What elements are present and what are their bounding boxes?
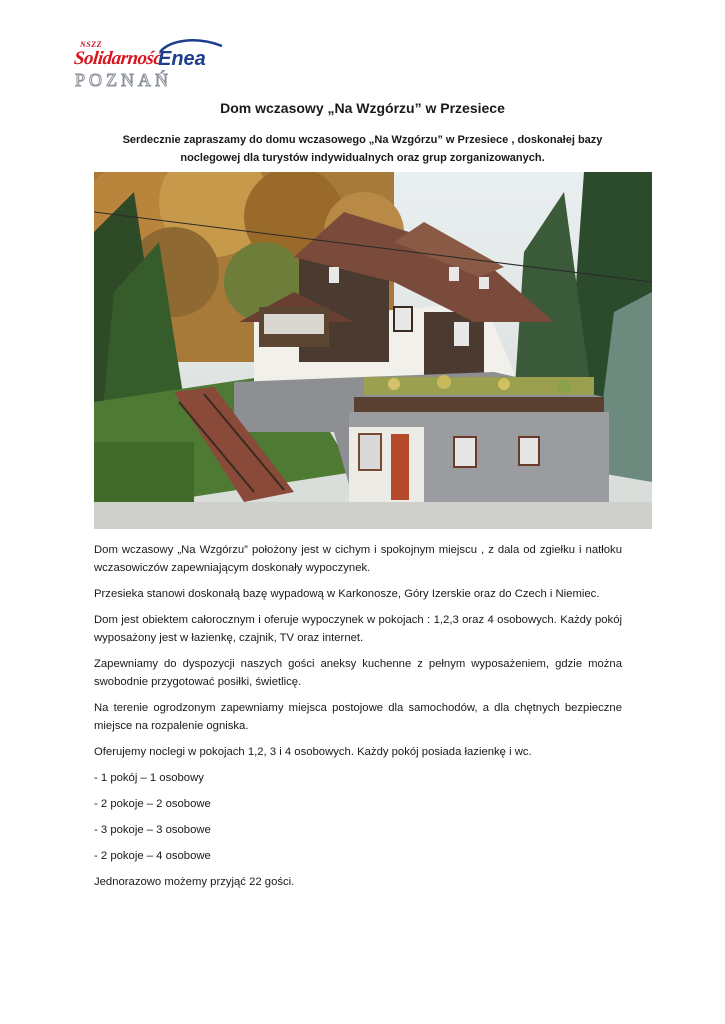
room-list-item: - 3 pokoje – 3 osobowe <box>94 824 211 836</box>
room-list-item: - 1 pokój – 1 osobowy <box>94 772 204 784</box>
page-title: Dom wczasowy „Na Wzgórzu” w Przesiece <box>220 100 505 116</box>
logo <box>74 38 234 94</box>
paragraph: Przesieka stanowi doskonałą bazę wypadową w Karkonosze, Góry Izerskie oraz do Czech i Niemiec. <box>94 588 600 600</box>
paragraph: Na terenie ogrodzonym zapewniamy miejsca postojowe dla samochodów, a dla chętnych bezpieczne miejsce na rozpalenie ogniska. <box>94 702 622 732</box>
paragraph: Dom wczasowy „Na Wzgórzu” położony jest w cichym i spokojnym miejscu , z dala od zgiełku i natłoku wczasowiczów zapewniającym doskonały wypoczynek. <box>94 544 622 574</box>
logo-poznan-text: POZNAŃ <box>75 70 173 90</box>
house-photo <box>94 172 652 529</box>
room-list-item: - 2 pokoje – 4 osobowe <box>94 850 211 862</box>
room-list-item: - 2 pokoje – 2 osobowe <box>94 798 211 810</box>
logo-nszz-text: NSZZ <box>80 40 102 49</box>
logo-enea-text: Enea <box>158 48 206 70</box>
description <box>94 541 622 899</box>
logo-solidarnosc-text: Solidarność <box>72 48 163 69</box>
paragraph: Dom jest obiektem całorocznym i oferuje wypoczynek w pokojach : 1,2,3 oraz 4 osobowych. Każdy pokój wyposażony jest w łazienkę, czajnik, TV oraz internet. <box>94 614 622 644</box>
paragraph: Oferujemy noclegi w pokojach 1,2, 3 i 4 osobowych. Każdy pokój posiada łazienkę i wc. <box>94 746 532 758</box>
intro-text: Serdecznie zapraszamy do domu wczasowego „Na Wzgórzu” w Przesiece , doskonałej bazy noclegowej dla turystów indywidualnych oraz grup zorganizowanych. <box>122 134 603 164</box>
paragraph: Zapewniamy do dyspozycji naszych gości aneksy kuchenne z pełnym wyposażeniem, gdzie można swobodnie przygotować posiłki, świetlicę. <box>94 658 622 688</box>
paragraph: Jednorazowo możemy przyjąć 22 gości. <box>94 876 295 888</box>
